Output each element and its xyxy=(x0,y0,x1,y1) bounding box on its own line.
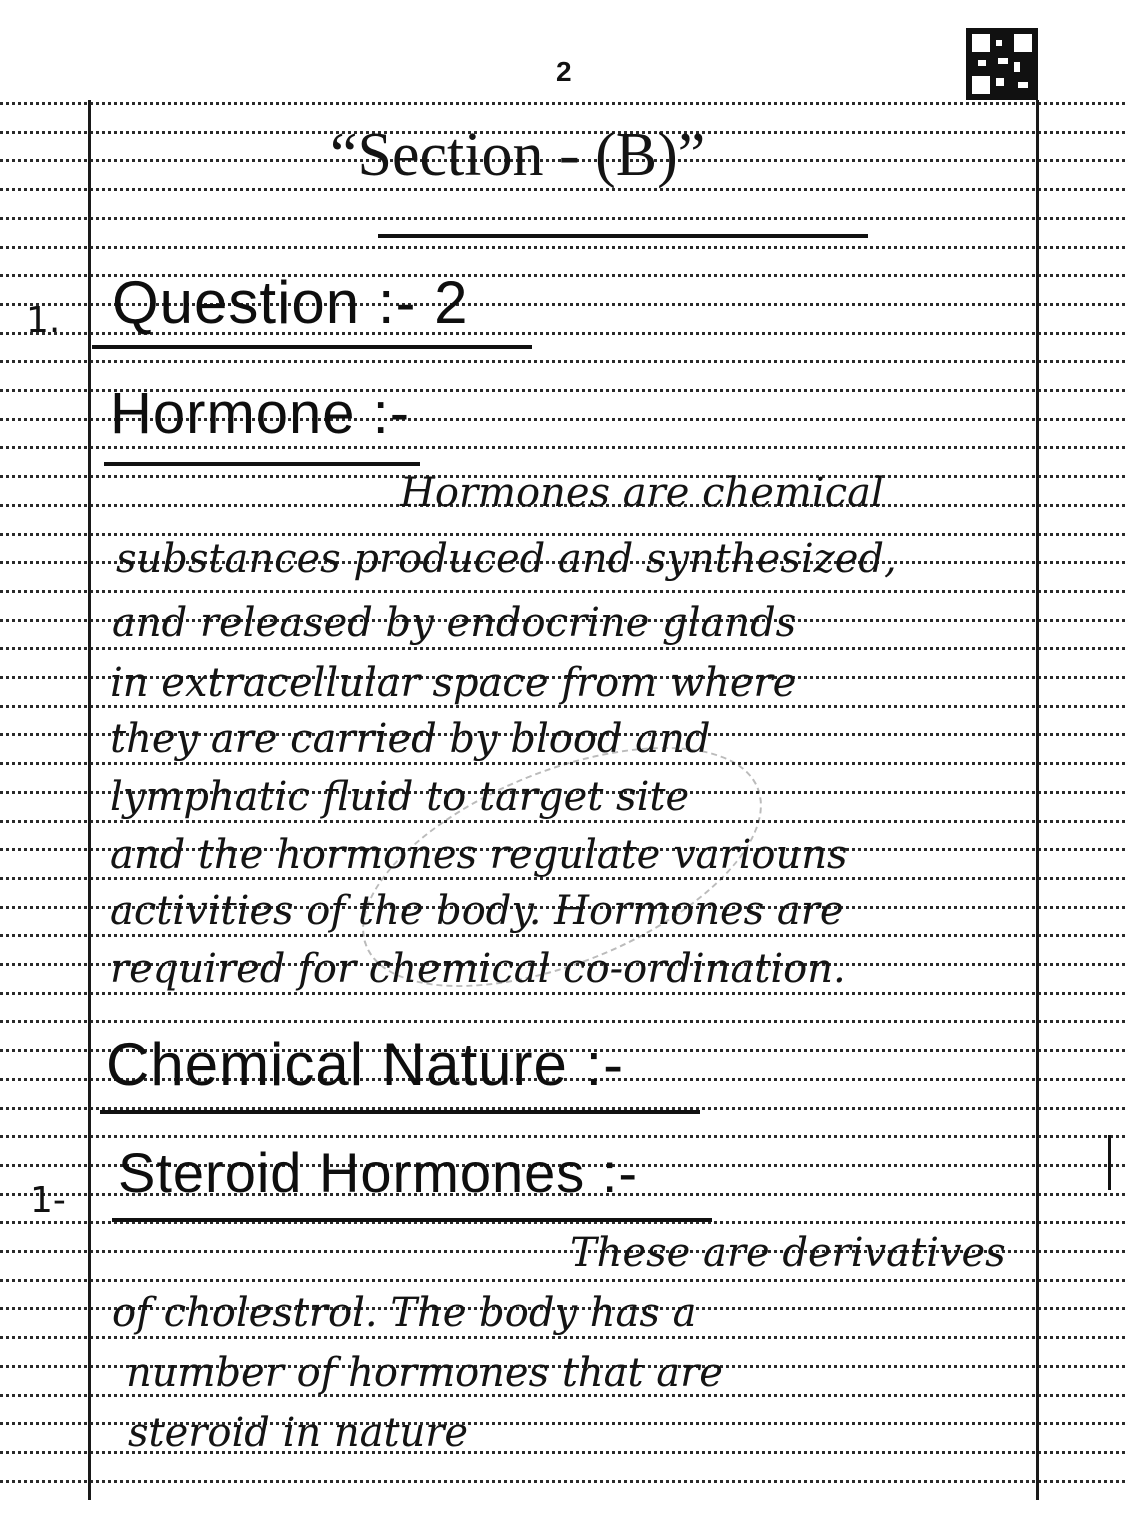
section-title: “Section - (B)” xyxy=(330,121,706,189)
ruled-line xyxy=(0,217,1125,220)
paragraph-line: and released by endocrine glands xyxy=(112,600,797,646)
ruled-line xyxy=(0,590,1125,593)
ruled-line xyxy=(0,992,1125,995)
paragraph-line: steroid in nature xyxy=(128,1410,469,1456)
hormone-underline xyxy=(104,462,420,466)
right-margin-line xyxy=(1036,100,1039,1500)
paragraph-line: they are carried by blood and xyxy=(110,716,711,762)
paragraph-line: of cholestrol. The body has a xyxy=(112,1290,697,1336)
question-underline xyxy=(92,345,532,349)
chemical-nature-underline xyxy=(100,1110,700,1114)
qr-code-icon xyxy=(966,28,1038,100)
steroid-underline xyxy=(112,1218,712,1222)
ruled-line xyxy=(0,1480,1125,1483)
paragraph-line: substances produced and synthesized, xyxy=(116,536,897,582)
steroid-heading: Steroid Hormones :- xyxy=(118,1141,639,1204)
section-title-underline xyxy=(378,234,868,238)
ruled-line xyxy=(0,647,1125,650)
paragraph-line: number of hormones that are xyxy=(126,1350,723,1396)
ruled-line xyxy=(0,360,1125,363)
page-number: 2 xyxy=(556,56,572,87)
hormone-heading: Hormone :- xyxy=(110,381,411,446)
paragraph-line: and the hormones regulate variouns xyxy=(110,832,848,878)
question-title: Question :- 2 xyxy=(112,269,469,336)
ruled-line xyxy=(0,1135,1125,1138)
paragraph-line: in extracellular space from where xyxy=(110,660,797,706)
page-edge-mark xyxy=(1108,1135,1125,1190)
paragraph-line: activities of the body. Hormones are xyxy=(110,888,844,934)
ruled-line xyxy=(0,246,1125,249)
chemical-nature-heading: Chemical Nature :- xyxy=(106,1031,625,1098)
paragraph-line: lymphatic fluid to target site xyxy=(110,774,690,820)
paragraph-line: These are derivatives xyxy=(570,1230,1006,1276)
ruled-line xyxy=(0,102,1125,105)
ruled-line xyxy=(0,1020,1125,1023)
ruled-line xyxy=(0,1279,1125,1282)
ruled-line xyxy=(0,1336,1125,1339)
question-index: 1. xyxy=(26,300,61,341)
paragraph-line: Hormones are chemical xyxy=(400,470,884,516)
steroid-index: 1- xyxy=(30,1180,66,1221)
paragraph-line: required for chemical co-ordination. xyxy=(110,946,846,992)
left-margin-line xyxy=(88,100,91,1500)
